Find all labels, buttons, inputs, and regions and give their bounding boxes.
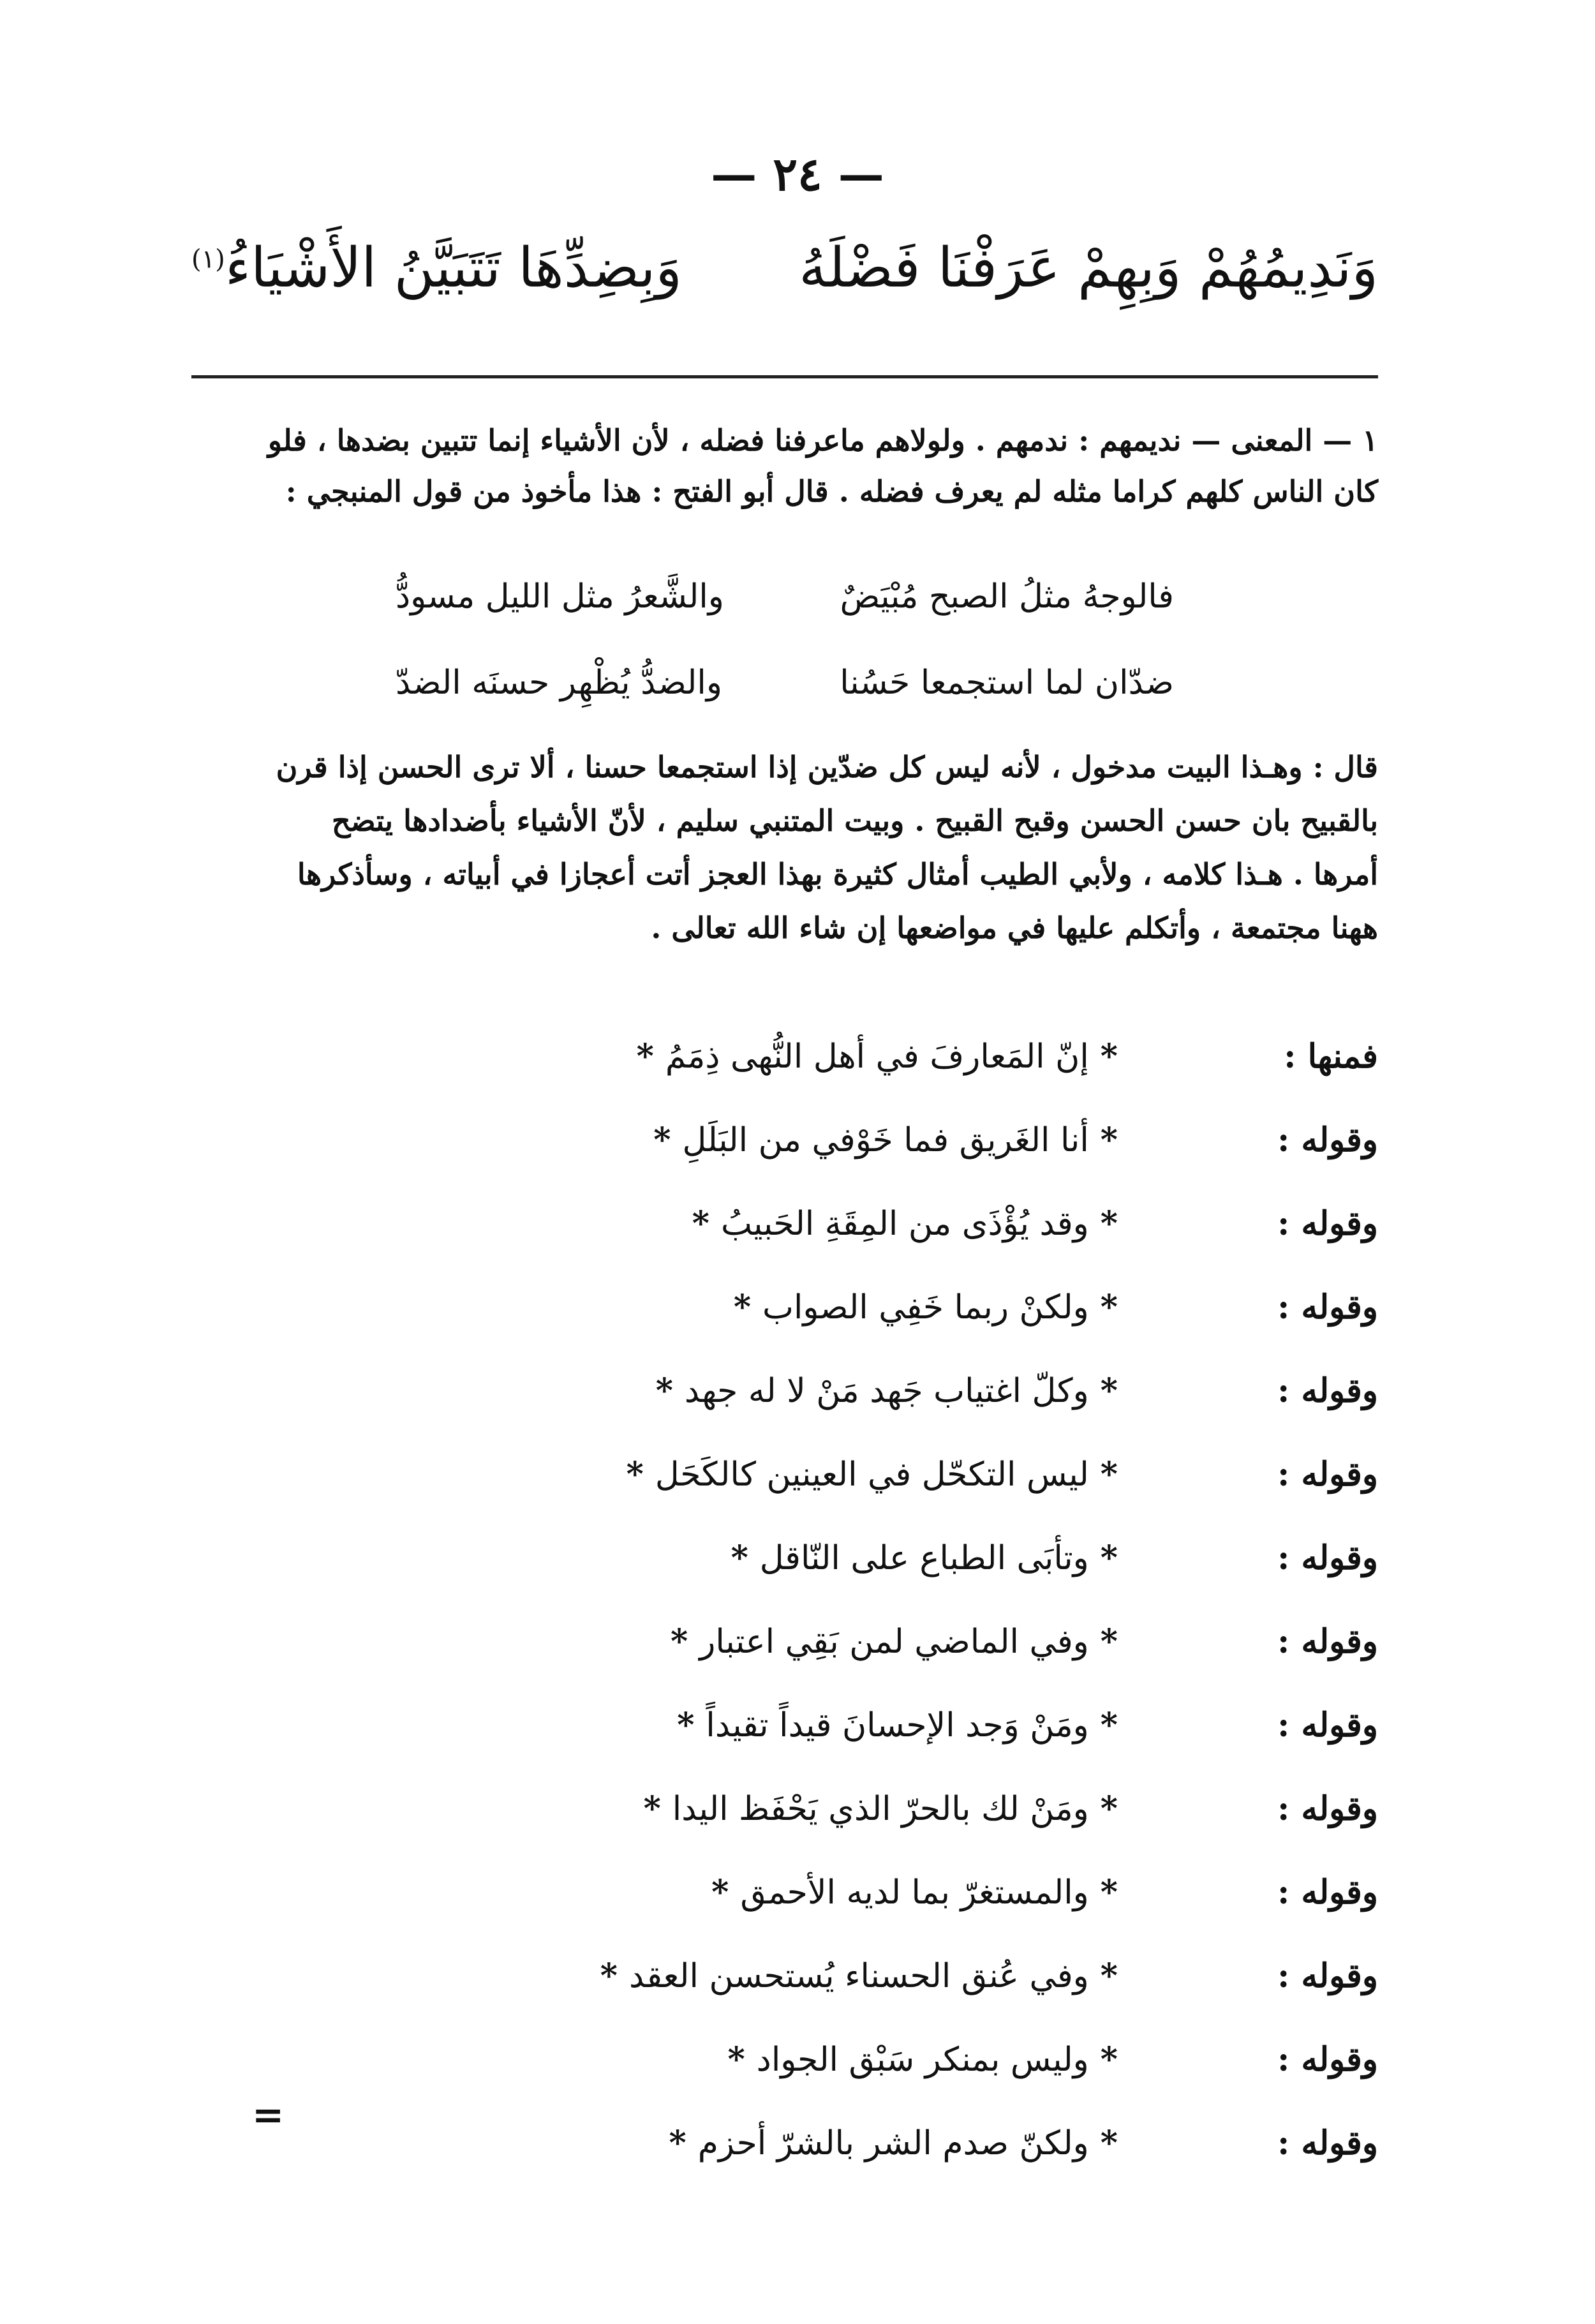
footnote-line: قال : وهـذا البيت مدخول ، لأنه ليس كل ضدّين إذا استجمعا حسنا ، ألا ترى الحسن إذا قرن [276,750,1378,784]
page-number: — ٢٤ — [711,147,884,201]
list-item [191,1015,1378,1098]
example-label: وقوله : [1277,1288,1378,1327]
footnote-paragraph-1 [191,415,1378,517]
list-item [191,1182,1378,1265]
example-label: وقوله : [1277,1622,1378,1661]
list-item [191,1851,1378,1934]
example-label: وقوله : [1277,1956,1378,1995]
quoted-verse-2 [396,664,1174,702]
example-text: *وقد يُؤْذَى من المِقَةِ الحَبيبُ* [692,1204,1118,1243]
example-text: *وتأبَى الطباع على النّاقل* [731,1538,1118,1577]
list-item [191,1265,1378,1349]
example-label: وقوله : [1277,1873,1378,1912]
example-text: *أنا الغَريق فما خَوْفي من البَلَلِ* [653,1121,1118,1159]
example-text: *ليس التكحّل في العينين كالكَحَل* [626,1455,1118,1494]
list-item [191,1934,1378,2018]
continuation-mark: = [252,2093,285,2138]
example-label: فمنها : [1284,1037,1378,1076]
example-text: *ولكنْ ربما خَفِي الصواب* [733,1288,1118,1327]
example-text: *وليس بمنكر سَبْق الجواد* [727,2040,1118,2079]
list-item [191,2101,1378,2185]
example-label: وقوله : [1277,1538,1378,1577]
example-text: *ومَنْ وَجد الإحسانَ قيداً تقيداً* [677,1706,1118,1745]
example-text: *وكلّ اغتياب جَهد مَنْ لا له جهد* [655,1371,1118,1410]
example-label: وقوله : [1277,1706,1378,1745]
footnote-reference: (١) [191,244,225,274]
quoted-verse-1-left: والشَّعرُ مثل الليل مسودُّ [396,577,724,616]
verse-hemistich-left [191,236,682,300]
quoted-verse-2-right: ضدّان لما استجمعا حَسُنا [840,664,1174,702]
example-text: *وفي عُنق الحسناء يُستحسن العقد* [600,1956,1118,1995]
example-label: وقوله : [1277,1371,1378,1410]
footnote-line: ههنا مجتمعة ، وأتكلم عليها في مواضعها إن شاء الله تعالى . [651,911,1378,945]
list-item [191,1516,1378,1600]
footnote-line: بالقبيح بان حسن الحسن وقبح القبيح . وبيت المتنبي سليم ، لأنّ الأشياء بأضدادها يتضح [331,803,1378,838]
example-text: *والمستغرّ بما لديه الأحمق* [711,1873,1118,1912]
footnote-line: ١ — المعنى — نديمهم : ندمهم . ولولاهم ماعرفنا فضله ، لأن الأشياء إنما تتبين بضدها ، فلو [267,423,1378,458]
example-text: *ولكنّ صدم الشر بالشرّ أحزم* [669,2124,1118,2163]
footnote-separator-rule [191,375,1378,378]
footnote-line: أمرها . هـذا كلامه ، ولأبي الطيب أمثال كثيرة بهذا العجز أتت أعجازا في أبياته ، وسأذكرها [297,857,1378,891]
example-label: وقوله : [1277,2040,1378,2079]
quoted-verse-1 [396,577,1174,616]
verse-line [191,236,1378,300]
list-item [191,1349,1378,1433]
quoted-verse-2-left: والضدُّ يُظْهِر حسنَه الضدّ [396,664,722,702]
list-item [191,1433,1378,1516]
example-text: *وفي الماضي لمن بَقِي اعتبار* [671,1622,1118,1661]
verse-hemistich-left-text: وَبِضِدِّهَا تَتَبَيَّنُ الأَشْيَاءُ [225,236,682,300]
footnote-paragraph-2 [191,740,1378,955]
list-item [191,2018,1378,2101]
example-label: وقوله : [1277,2124,1378,2163]
example-text: *إنّ المَعارفَ في أهل النُّهى ذِمَمُ* [636,1037,1118,1076]
quoted-verse-1-right: فالوجهُ مثلُ الصبح مُبْيَضٌ [840,577,1174,616]
example-label: وقوله : [1277,1455,1378,1494]
list-item [191,1683,1378,1767]
list-item [191,1098,1378,1182]
example-text: *ومَنْ لك بالحرّ الذي يَحْفَظ اليدا* [643,1789,1118,1828]
example-label: وقوله : [1277,1204,1378,1243]
list-item [191,1600,1378,1683]
example-label: وقوله : [1277,1789,1378,1828]
example-label: وقوله : [1277,1121,1378,1159]
footnote-line: كان الناس كلهم كراما مثله لم يعرف فضله . قال أبو الفتح : هذا مأخوذ من قول المنبجي : [285,474,1378,509]
examples-list [191,1015,1378,2185]
verse-hemistich-right: وَنَدِيمُهُمْ وَبِهِمْ عَرَفْنَا فَضْلَهُ [799,236,1378,300]
list-item [191,1767,1378,1851]
